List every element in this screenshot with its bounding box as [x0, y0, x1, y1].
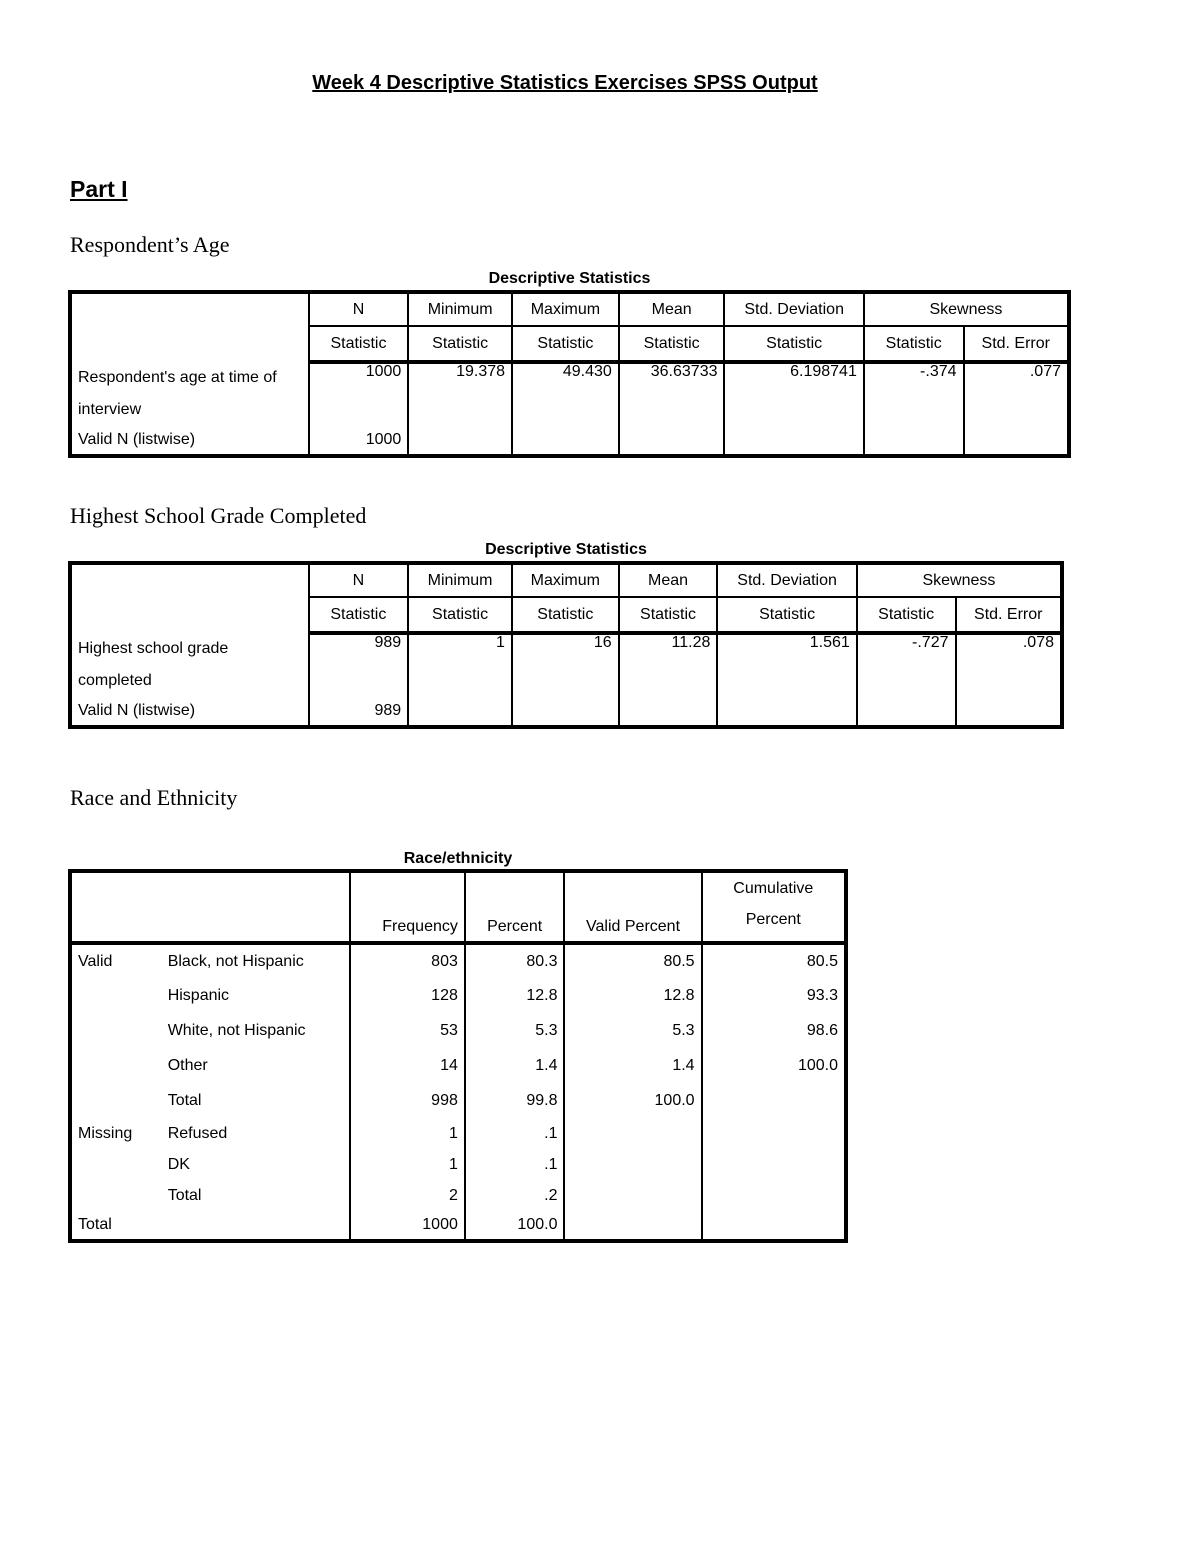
row-label: White, not Hispanic	[167, 1021, 306, 1039]
subheader-statistic: Statistic	[309, 326, 409, 362]
col-header-std-deviation: Std. Deviation	[717, 563, 856, 597]
cell-std-deviation: 6.198741	[724, 362, 863, 426]
subheader-statistic: Statistic	[717, 597, 856, 633]
col-header-maximum: Maximum	[512, 292, 619, 326]
cell-skewness: -.374	[864, 362, 964, 426]
cell-mean: 36.63733	[619, 362, 725, 426]
cell-skewness-std-error: .078	[1022, 634, 1054, 651]
subheader-statistic: Statistic	[864, 326, 964, 362]
table-caption-grade: Descriptive Statistics	[485, 541, 647, 558]
table-row	[70, 1083, 846, 1118]
cell-skewness-std-error: .077	[1029, 363, 1061, 380]
cell-minimum: 1	[408, 633, 512, 697]
row-label: Hispanic	[167, 986, 230, 1004]
cell-n: 1000	[309, 426, 409, 456]
cell-cumulative-percent: 98.6	[806, 1021, 838, 1039]
section-heading-race: Race and Ethnicity	[70, 785, 238, 810]
cell-percent: .1	[465, 1149, 565, 1180]
col-header-n: N	[309, 292, 409, 326]
col-header-minimum: Minimum	[408, 563, 512, 597]
cell-n: 989	[309, 633, 409, 697]
cell-frequency: 128	[350, 978, 465, 1013]
section-heading-grade: Highest School Grade Completed	[70, 503, 367, 528]
cell-percent: .2	[465, 1180, 565, 1211]
row-label: Respondent's age at time of interview	[70, 362, 309, 426]
table-row	[70, 978, 846, 1013]
cell-percent: .1	[465, 1118, 565, 1149]
table-caption-age: Descriptive Statistics	[488, 270, 651, 287]
cell-percent: 12.8	[465, 978, 565, 1013]
cell-valid-percent: 100.0	[564, 1083, 701, 1118]
table-row	[70, 426, 1069, 456]
subheader-statistic: Statistic	[408, 597, 512, 633]
cell-frequency: 53	[350, 1013, 465, 1048]
subheader-std-error: Std. Error	[956, 597, 1063, 633]
table-row	[70, 1180, 846, 1211]
col-header-minimum: Minimum	[408, 292, 512, 326]
col-header-cumulative-line1: Cumulative	[733, 880, 814, 897]
table-row	[70, 1048, 846, 1083]
table-row	[70, 1118, 846, 1149]
subheader-statistic: Statistic	[512, 326, 619, 362]
cell-n: 1000	[309, 362, 409, 426]
subheader-statistic: Statistic	[619, 326, 725, 362]
row-label: Other	[167, 1056, 208, 1074]
cell-maximum: 49.430	[512, 362, 619, 426]
col-header-mean: Mean	[619, 292, 725, 326]
col-header-cumulative-percent	[702, 871, 846, 943]
part-heading: Part I	[70, 176, 128, 202]
table-row	[70, 1211, 846, 1241]
table-row	[70, 633, 1062, 697]
cell-cumulative-percent: 80.5	[806, 952, 838, 970]
table-row	[70, 697, 1062, 727]
cell-frequency: 2	[350, 1180, 465, 1211]
col-header-frequency: Frequency	[350, 871, 465, 943]
subheader-statistic: Statistic	[512, 597, 619, 633]
table-caption-race: Race/ethnicity	[403, 850, 513, 867]
document-title: Week 4 Descriptive Statistics Exercises SPSS Output	[312, 72, 818, 94]
row-label: Valid N (listwise)	[70, 426, 309, 456]
row-label: Valid N (listwise)	[70, 697, 309, 727]
cell-valid-percent: 5.3	[564, 1013, 701, 1048]
row-label: DK	[167, 1155, 190, 1173]
subheader-statistic: Statistic	[619, 597, 718, 633]
group-label-valid: Valid	[78, 952, 113, 970]
col-header-skewness: Skewness	[857, 563, 1062, 597]
subheader-statistic: Statistic	[724, 326, 863, 362]
cell-percent: 1.4	[465, 1048, 565, 1083]
row-label: Total	[167, 1091, 202, 1109]
cell-percent: 99.8	[465, 1083, 565, 1118]
race-frequency-table	[68, 869, 848, 1243]
col-header-percent: Percent	[465, 871, 565, 943]
col-header-maximum: Maximum	[512, 563, 619, 597]
section-heading-age: Respondent’s Age	[70, 232, 230, 257]
group-label-total: Total	[78, 1216, 112, 1233]
age-descriptives-table	[68, 290, 1071, 458]
table-row	[70, 943, 846, 978]
cell-std-deviation: 1.561	[717, 633, 856, 697]
cell-cumulative-percent: 100.0	[797, 1056, 838, 1074]
subheader-statistic: Statistic	[857, 597, 956, 633]
cell-minimum: 19.378	[408, 362, 512, 426]
col-header-n: N	[309, 563, 409, 597]
table-row	[70, 1149, 846, 1180]
cell-frequency: 998	[350, 1083, 465, 1118]
col-header-valid-percent: Valid Percent	[564, 871, 701, 943]
row-label: Refused	[167, 1124, 228, 1142]
cell-frequency: 1	[350, 1149, 465, 1180]
cell-percent: 5.3	[465, 1013, 565, 1048]
subheader-std-error: Std. Error	[964, 326, 1069, 362]
cell-cumulative-percent: 93.3	[806, 986, 838, 1004]
row-label: Total	[167, 1186, 202, 1204]
col-header-std-deviation: Std. Deviation	[724, 292, 863, 326]
cell-skewness: -.727	[857, 633, 956, 697]
cell-valid-percent: 80.5	[564, 943, 701, 978]
cell-valid-percent: 12.8	[564, 978, 701, 1013]
cell-frequency: 1000	[350, 1211, 465, 1241]
header-corner	[70, 563, 309, 633]
cell-mean: 11.28	[619, 633, 718, 697]
col-header-skewness: Skewness	[864, 292, 1069, 326]
group-label-missing: Missing	[78, 1124, 133, 1142]
table-row	[70, 1013, 846, 1048]
row-label: Highest school grade completed	[70, 633, 309, 697]
header-corner	[70, 292, 309, 362]
subheader-statistic: Statistic	[309, 597, 409, 633]
cell-n: 989	[309, 697, 409, 727]
cell-percent: 100.0	[465, 1211, 565, 1241]
cell-frequency: 803	[350, 943, 465, 978]
cell-percent: 80.3	[465, 943, 565, 978]
grade-descriptives-table	[68, 561, 1064, 729]
col-header-cumulative-line2: Percent	[745, 911, 801, 928]
cell-frequency: 1	[350, 1118, 465, 1149]
cell-frequency: 14	[350, 1048, 465, 1083]
subheader-statistic: Statistic	[408, 326, 512, 362]
col-header-mean: Mean	[619, 563, 718, 597]
cell-maximum: 16	[512, 633, 619, 697]
row-label: Black, not Hispanic	[167, 952, 304, 970]
cell-valid-percent: 1.4	[564, 1048, 701, 1083]
table-row	[70, 362, 1069, 426]
header-corner	[70, 871, 350, 943]
